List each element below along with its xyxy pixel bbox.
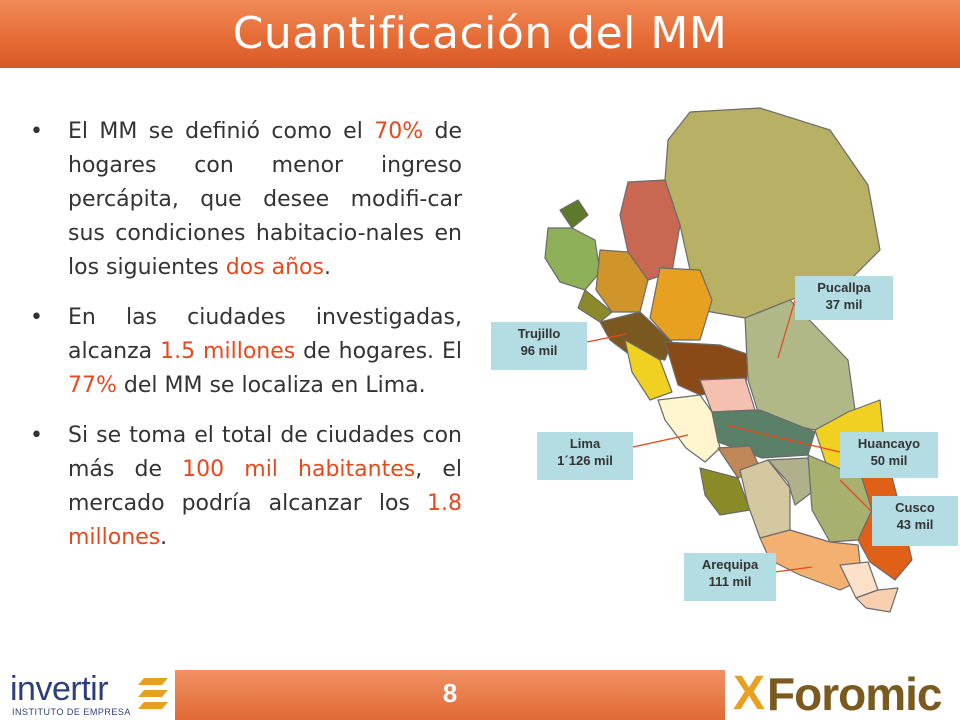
city-value: 37 mil bbox=[825, 297, 863, 312]
body-text: . bbox=[323, 255, 331, 280]
slide-title: Cuantificación del MM bbox=[232, 8, 728, 59]
body-text: , el mercado podría alcanzar los bbox=[68, 457, 462, 516]
city-value: 50 mil bbox=[870, 453, 908, 468]
body-text: del MM se localiza en Lima. bbox=[116, 373, 426, 398]
label-huancayo bbox=[840, 432, 938, 478]
city-value: 111 mil bbox=[708, 574, 752, 589]
highlight-text: 100 mil habitantes bbox=[182, 457, 416, 482]
invertir-logo-text: invertir bbox=[10, 670, 109, 708]
page-number: 8 bbox=[442, 678, 458, 708]
region-piura bbox=[545, 228, 600, 290]
label-lima bbox=[537, 432, 633, 480]
invertir-stripes-icon bbox=[138, 674, 172, 716]
bullet-dot-icon: • bbox=[30, 119, 43, 144]
body-text: de hogares. El bbox=[295, 339, 462, 364]
foromic-logo bbox=[725, 667, 960, 720]
highlight-text: dos años bbox=[225, 255, 324, 280]
body-text: . bbox=[160, 525, 168, 550]
region-sanmartin bbox=[650, 268, 712, 340]
highlight-text: 77% bbox=[68, 373, 117, 398]
city-name: Huancayo bbox=[857, 436, 921, 451]
body-text: El MM se definió como el bbox=[68, 119, 375, 144]
label-trujillo bbox=[491, 322, 587, 370]
city-name: Cusco bbox=[895, 500, 935, 515]
city-value: 96 mil bbox=[520, 343, 558, 358]
city-name: Trujillo bbox=[517, 326, 561, 341]
foromic-logo-text: Foromic bbox=[767, 668, 942, 720]
label-cusco bbox=[872, 496, 958, 546]
label-arequipa bbox=[684, 553, 776, 601]
highlight-text: 70% bbox=[374, 119, 424, 144]
body-text: de hogares con menor ingreso percápita, que desee modifi-car sus condiciones habitacio-nales en los siguientes bbox=[68, 119, 462, 280]
city-value: 1´126 mil bbox=[557, 453, 613, 468]
lima-leader bbox=[633, 435, 688, 447]
highlight-text: 1.5 millones bbox=[160, 339, 296, 364]
body-text: Si se toma el total de ciudades con más de bbox=[68, 423, 462, 482]
city-value: 43 mil bbox=[896, 517, 934, 532]
city-name: Pucallpa bbox=[817, 280, 871, 295]
label-pucallpa bbox=[795, 276, 893, 320]
invertir-logo bbox=[0, 670, 175, 720]
city-name: Arequipa bbox=[701, 557, 759, 572]
bullet-dot-icon: • bbox=[30, 423, 43, 448]
city-name: Lima bbox=[569, 436, 601, 451]
highlight-text: 1.8 millones bbox=[68, 491, 462, 550]
body-text: En las ciudades investigadas, alcanza bbox=[68, 305, 462, 364]
foromic-x-icon: X bbox=[733, 667, 766, 720]
footer bbox=[0, 667, 960, 720]
bullet-dot-icon: • bbox=[30, 305, 43, 330]
invertir-tagline: INSTITUTO DE EMPRESA bbox=[12, 707, 131, 717]
region-tumbes bbox=[560, 200, 588, 228]
